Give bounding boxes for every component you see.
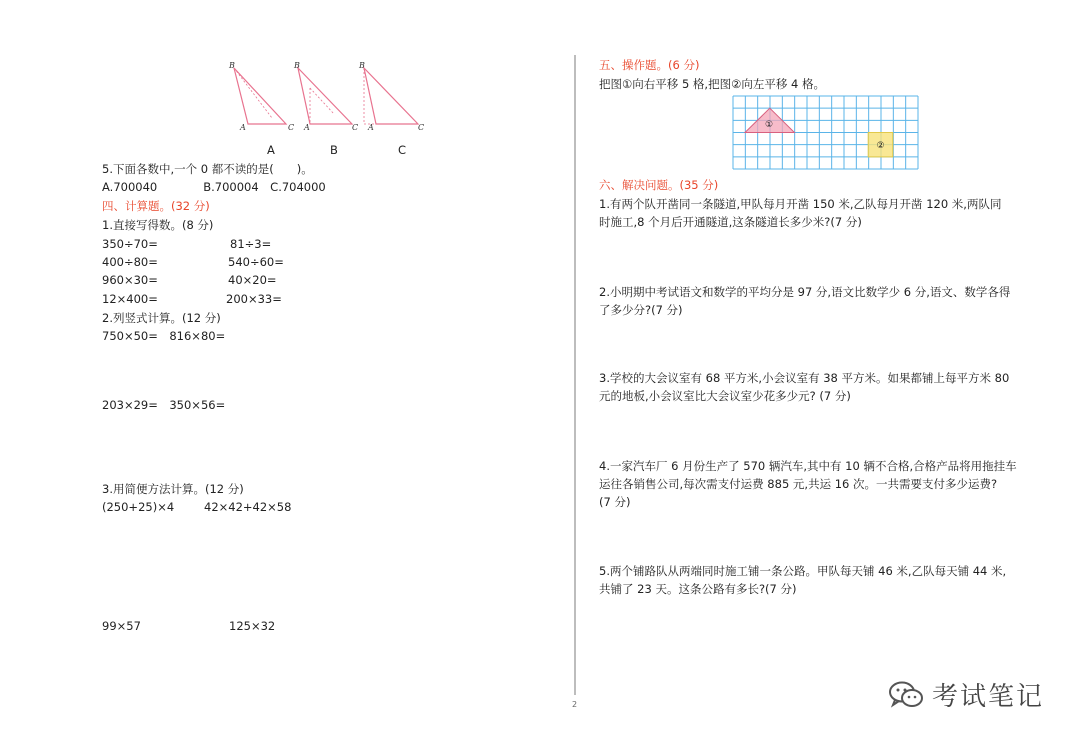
triangle-c — [358, 61, 424, 132]
problem-2-line-2: 了多少分?(7 分) — [599, 303, 683, 317]
section5-title: 五、操作题。(6 分) — [599, 58, 700, 72]
vertical-row-2: 203×29= 350×56= — [102, 398, 226, 412]
svg-text:A: A — [368, 123, 374, 132]
svg-text:B: B — [229, 61, 235, 70]
wechat-icon — [888, 680, 924, 710]
problem-1-line-1: 1.有两个队开凿同一条隧道,甲队每月开凿 150 米,乙队每月开凿 120 米,两队同 — [599, 197, 1002, 211]
vertical-row-1: 750×50= 816×80= — [102, 329, 226, 343]
operation-instruction: 把图①向右平移 5 格,把图②向左平移 4 格。 — [599, 77, 826, 91]
direct-2-2: 540÷60= — [228, 255, 284, 269]
part3-title: 3.用简便方法计算。(12 分) — [102, 482, 244, 496]
page-divider — [574, 55, 576, 695]
simple-1-2: 42×42+42×58 — [204, 500, 292, 514]
problem-3-line-1: 3.学校的大会议室有 68 平方米,小会议室有 38 平方米。如果都铺上每平方米 80 — [599, 371, 1010, 385]
triangle-b — [293, 61, 358, 132]
svg-text:B: B — [294, 61, 300, 70]
problem-4-line-3: (7 分) — [599, 495, 631, 509]
problem-3-line-2: 元的地板,小会议室比大会议室少花多少元? (7 分) — [599, 389, 851, 403]
option-label-a: A — [267, 143, 275, 157]
problem-5-line-1: 5.两个铺路队从两端同时施工铺一条公路。甲队每天铺 46 米,乙队每天铺 44 米, — [599, 564, 1007, 578]
svg-text:A: A — [304, 123, 310, 132]
direct-3-2: 40×20= — [228, 273, 277, 287]
direct-2-1: 400÷80= — [102, 255, 158, 269]
q5-options: A.700040 B.700004 C.704000 — [102, 180, 326, 194]
problem-4-line-1: 4.一家汽车厂 6 月份生产了 570 辆汽车,其中有 10 辆不合格,合格产品将用拖挂车 — [599, 459, 1017, 473]
direct-1-1: 350÷70= — [102, 237, 158, 251]
q5-text: 5.下面各数中,一个 0 都不读的是( )。 — [102, 162, 313, 176]
problem-2-line-1: 2.小明期中考试语文和数学的平均分是 97 分,语文比数学少 6 分,语文、数学各得 — [599, 285, 1011, 299]
triangle-a — [228, 61, 294, 132]
watermark — [888, 676, 1044, 713]
part1-title: 1.直接写得数。(8 分) — [102, 218, 214, 232]
direct-3-1: 960×30= — [102, 273, 158, 287]
direct-4-2: 200×33= — [226, 292, 282, 306]
part2-title: 2.列竖式计算。(12 分) — [102, 311, 221, 325]
shape-2-label: ② — [876, 141, 885, 151]
svg-text:C: C — [288, 123, 295, 132]
svg-text:C: C — [418, 123, 425, 132]
option-label-b: B — [330, 143, 338, 157]
page-number: 2 — [572, 700, 578, 709]
direct-4-1: 12×400= — [102, 292, 158, 306]
simple-2-1: 99×57 — [102, 619, 141, 633]
svg-text:B: B — [359, 61, 365, 70]
section4-title: 四、计算题。(32 分) — [102, 199, 210, 213]
problem-1-line-2: 时施工,8 个月后开通隧道,这条隧道长多少米?(7 分) — [599, 215, 862, 229]
problem-5-line-2: 共铺了 23 天。这条公路有多长?(7 分) — [599, 582, 797, 596]
option-label-c: C — [398, 143, 407, 157]
translation-grid — [733, 96, 918, 169]
svg-text:A: A — [240, 123, 246, 132]
problem-4-line-2: 运往各销售公司,每次需支付运费 885 元,共运 16 次。一共需要支付多少运费? — [599, 477, 998, 491]
simple-2-2: 125×32 — [229, 619, 276, 633]
shape-1-label: ① — [764, 120, 774, 130]
direct-1-2: 81÷3= — [230, 237, 272, 251]
svg-text:C: C — [352, 123, 359, 132]
triangle-figures — [222, 58, 432, 138]
watermark-text: 考试笔记 — [932, 682, 1045, 712]
section6-title: 六、解决问题。(35 分) — [599, 178, 719, 192]
simple-1-1: (250+25)×4 — [102, 500, 175, 514]
